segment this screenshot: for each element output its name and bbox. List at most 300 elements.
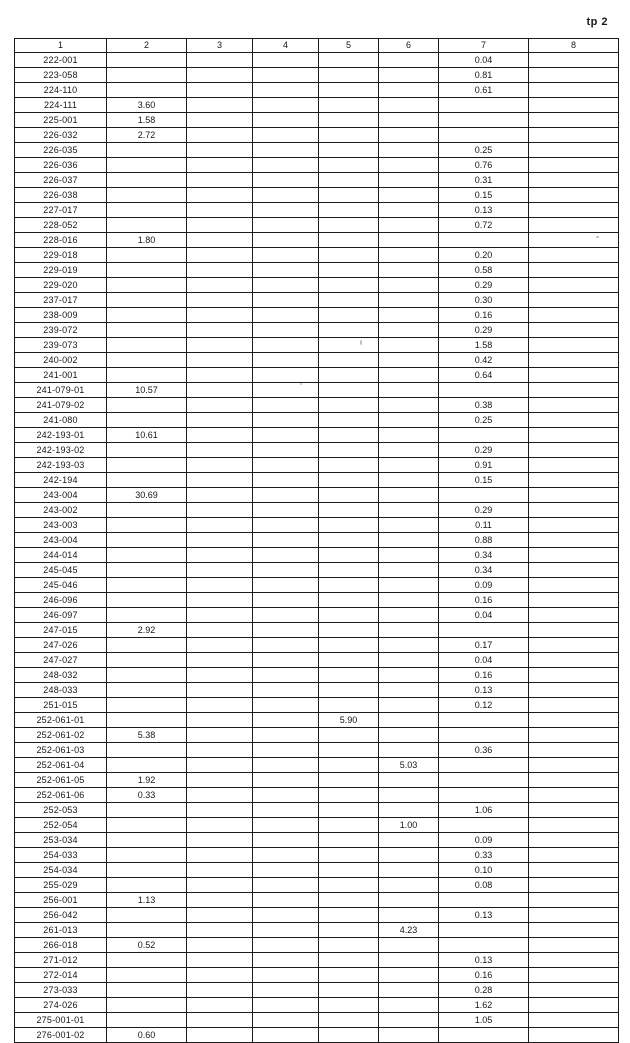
row-code-cell: 266-018 [15, 938, 107, 953]
table-cell [253, 398, 319, 413]
table-cell [253, 923, 319, 938]
table-row [15, 983, 619, 998]
table-cell [187, 1013, 253, 1028]
table-row [15, 248, 619, 263]
table-row [15, 683, 619, 698]
table-row [15, 743, 619, 758]
table-cell [529, 173, 619, 188]
table-cell [107, 998, 187, 1013]
table-cell [379, 668, 439, 683]
table-cell [529, 698, 619, 713]
row-code-cell: 253-034 [15, 833, 107, 848]
table-cell: 0.15 [439, 473, 529, 488]
row-code-cell: 272-014 [15, 968, 107, 983]
table-cell: 0.29 [439, 323, 529, 338]
table-cell [107, 68, 187, 83]
table-cell [107, 323, 187, 338]
table-cell [529, 998, 619, 1013]
table-cell [319, 368, 379, 383]
row-code-cell: 252-061-06 [15, 788, 107, 803]
table-cell [253, 188, 319, 203]
table-cell [107, 308, 187, 323]
table-row [15, 638, 619, 653]
row-code-cell: 243-002 [15, 503, 107, 518]
table-cell: 1.80 [107, 233, 187, 248]
table-cell [107, 263, 187, 278]
table-cell: 0.34 [439, 548, 529, 563]
table-cell [107, 188, 187, 203]
table-cell [107, 413, 187, 428]
table-cell [107, 818, 187, 833]
table-cell [253, 248, 319, 263]
table-cell: 0.20 [439, 248, 529, 263]
table-cell [439, 1028, 529, 1043]
scan-speck [596, 236, 599, 238]
table-cell: 10.57 [107, 383, 187, 398]
row-code-cell: 240-002 [15, 353, 107, 368]
table-cell [187, 683, 253, 698]
table-cell [187, 458, 253, 473]
table-cell [529, 443, 619, 458]
row-code-cell: 226-037 [15, 173, 107, 188]
table-cell [529, 848, 619, 863]
table-cell [187, 773, 253, 788]
table-row [15, 848, 619, 863]
table-cell [379, 398, 439, 413]
row-code-cell: 241-001 [15, 368, 107, 383]
table-cell [253, 323, 319, 338]
table-cell [253, 458, 319, 473]
table-cell [319, 233, 379, 248]
table-row [15, 383, 619, 398]
table-row [15, 173, 619, 188]
table-cell [319, 83, 379, 98]
table-cell [379, 638, 439, 653]
table-cell [379, 518, 439, 533]
table-cell [379, 938, 439, 953]
table-row [15, 53, 619, 68]
table-cell [529, 188, 619, 203]
table-cell [187, 143, 253, 158]
table-cell [107, 608, 187, 623]
table-cell [253, 368, 319, 383]
table-cell [187, 983, 253, 998]
table-row [15, 863, 619, 878]
row-code-cell: 271-012 [15, 953, 107, 968]
table-cell: 5.03 [379, 758, 439, 773]
table-cell [379, 278, 439, 293]
table-cell [253, 983, 319, 998]
table-cell: 0.29 [439, 503, 529, 518]
row-code-cell: 254-034 [15, 863, 107, 878]
table-cell [439, 128, 529, 143]
table-cell [379, 338, 439, 353]
table-row [15, 788, 619, 803]
table-row [15, 698, 619, 713]
table-cell [187, 128, 253, 143]
table-row [15, 158, 619, 173]
table-cell [187, 278, 253, 293]
table-cell [379, 308, 439, 323]
table-cell [319, 623, 379, 638]
table-cell [107, 983, 187, 998]
table-row [15, 803, 619, 818]
table-cell [319, 893, 379, 908]
table-cell [187, 533, 253, 548]
table-cell [319, 413, 379, 428]
table-cell [529, 773, 619, 788]
table-row [15, 68, 619, 83]
table-cell [187, 518, 253, 533]
row-code-cell: 243-004 [15, 488, 107, 503]
table-cell [529, 833, 619, 848]
row-code-cell: 222-001 [15, 53, 107, 68]
table-cell: 1.58 [107, 113, 187, 128]
table-row [15, 188, 619, 203]
row-code-cell: 239-072 [15, 323, 107, 338]
table-cell [319, 263, 379, 278]
table-cell [253, 308, 319, 323]
table-cell [253, 1013, 319, 1028]
table-cell [187, 68, 253, 83]
table-cell [107, 833, 187, 848]
column-header-5: 5 [319, 39, 379, 53]
table-cell [187, 488, 253, 503]
scan-speck [360, 340, 362, 345]
table-cell [379, 1028, 439, 1043]
table-cell [529, 953, 619, 968]
row-code-cell: 239-073 [15, 338, 107, 353]
table-cell: 5.90 [319, 713, 379, 728]
table-cell [529, 968, 619, 983]
table-cell [107, 953, 187, 968]
table-cell [253, 848, 319, 863]
table-row [15, 998, 619, 1013]
table-cell [187, 98, 253, 113]
row-code-cell: 242-193-01 [15, 428, 107, 443]
table-cell [319, 938, 379, 953]
table-row [15, 443, 619, 458]
row-code-cell: 228-052 [15, 218, 107, 233]
table-cell [187, 353, 253, 368]
table-row [15, 353, 619, 368]
table-cell [253, 623, 319, 638]
table-cell: 0.13 [439, 683, 529, 698]
table-cell [379, 158, 439, 173]
table-row [15, 518, 619, 533]
row-code-cell: 242-194 [15, 473, 107, 488]
table-cell [439, 758, 529, 773]
table-cell: 0.36 [439, 743, 529, 758]
table-cell [253, 353, 319, 368]
table-cell: 0.52 [107, 938, 187, 953]
table-cell [253, 803, 319, 818]
table-cell [319, 848, 379, 863]
table-cell [107, 1013, 187, 1028]
table-cell: 0.28 [439, 983, 529, 998]
table-cell [253, 383, 319, 398]
table-cell [253, 278, 319, 293]
table-cell [379, 443, 439, 458]
table-cell: 0.81 [439, 68, 529, 83]
table-cell [379, 908, 439, 923]
table-cell [187, 638, 253, 653]
table-cell [319, 1013, 379, 1028]
table-cell [319, 743, 379, 758]
table-cell [439, 233, 529, 248]
table-cell: 0.09 [439, 578, 529, 593]
row-code-cell: 248-033 [15, 683, 107, 698]
table-cell [253, 743, 319, 758]
table-row [15, 278, 619, 293]
table-cell [253, 578, 319, 593]
table-row [15, 368, 619, 383]
table-cell [253, 158, 319, 173]
table-cell [253, 293, 319, 308]
table-cell [529, 308, 619, 323]
table-cell [319, 98, 379, 113]
table-cell [319, 758, 379, 773]
row-code-cell: 255-029 [15, 878, 107, 893]
table-row [15, 1013, 619, 1028]
table-cell [187, 743, 253, 758]
table-cell: 10.61 [107, 428, 187, 443]
table-header-row [15, 39, 619, 53]
table-cell [319, 203, 379, 218]
table-cell [529, 488, 619, 503]
table-cell [529, 53, 619, 68]
table-cell [107, 443, 187, 458]
table-cell [107, 293, 187, 308]
table-row [15, 893, 619, 908]
table-cell [187, 758, 253, 773]
table-cell [107, 638, 187, 653]
table-cell [253, 233, 319, 248]
table-cell [187, 968, 253, 983]
table-cell [253, 713, 319, 728]
table-cell [187, 188, 253, 203]
table-cell: 0.33 [107, 788, 187, 803]
table-cell [253, 953, 319, 968]
table-cell [379, 293, 439, 308]
column-header-2: 2 [107, 39, 187, 53]
table-cell [187, 158, 253, 173]
table-cell [379, 653, 439, 668]
table-cell [319, 563, 379, 578]
table-cell [529, 1013, 619, 1028]
table-cell [187, 248, 253, 263]
table-cell [319, 638, 379, 653]
table-cell [529, 578, 619, 593]
row-code-cell: 224-110 [15, 83, 107, 98]
table-cell [319, 593, 379, 608]
table-cell [529, 263, 619, 278]
table-row [15, 818, 619, 833]
table-cell: 0.13 [439, 203, 529, 218]
table-cell [107, 803, 187, 818]
table-cell [187, 563, 253, 578]
table-cell [253, 608, 319, 623]
table-cell [529, 653, 619, 668]
table-cell [187, 953, 253, 968]
table-row [15, 608, 619, 623]
table-cell [187, 53, 253, 68]
table-row [15, 458, 619, 473]
table-cell: 3.60 [107, 98, 187, 113]
table-row [15, 338, 619, 353]
table-cell [253, 593, 319, 608]
table-row [15, 218, 619, 233]
table-row [15, 98, 619, 113]
table-body [15, 53, 619, 1043]
table-cell: 0.29 [439, 443, 529, 458]
table-cell [253, 893, 319, 908]
table-cell [379, 143, 439, 158]
table-cell [529, 398, 619, 413]
table-cell [187, 203, 253, 218]
table-cell [187, 443, 253, 458]
table-cell [529, 548, 619, 563]
table-cell [107, 563, 187, 578]
table-cell [529, 788, 619, 803]
row-code-cell: 252-053 [15, 803, 107, 818]
table-cell [439, 98, 529, 113]
table-cell [379, 128, 439, 143]
table-cell [187, 608, 253, 623]
table-cell [319, 998, 379, 1013]
table-cell [319, 668, 379, 683]
table-cell [107, 668, 187, 683]
data-table [14, 38, 619, 1043]
table-cell [319, 953, 379, 968]
table-cell [107, 578, 187, 593]
table-row [15, 578, 619, 593]
table-cell: 0.16 [439, 968, 529, 983]
table-cell [187, 893, 253, 908]
table-row [15, 533, 619, 548]
table-cell [319, 68, 379, 83]
table-cell [529, 413, 619, 428]
table-cell [379, 428, 439, 443]
row-code-cell: 247-026 [15, 638, 107, 653]
table-row [15, 128, 619, 143]
table-cell [529, 233, 619, 248]
table-cell [253, 203, 319, 218]
page-label: tp 2 [586, 16, 608, 28]
table-row [15, 233, 619, 248]
table-cell [253, 143, 319, 158]
table-row [15, 923, 619, 938]
table-cell [187, 668, 253, 683]
row-code-cell: 237-017 [15, 293, 107, 308]
table-row [15, 1028, 619, 1043]
table-cell [379, 788, 439, 803]
table-cell [107, 203, 187, 218]
table-cell [107, 338, 187, 353]
row-code-cell: 228-016 [15, 233, 107, 248]
table-row [15, 548, 619, 563]
table-cell [319, 158, 379, 173]
table-row [15, 83, 619, 98]
table-cell [319, 683, 379, 698]
table-cell [253, 878, 319, 893]
table-cell [187, 503, 253, 518]
table-cell [439, 893, 529, 908]
row-code-cell: 225-001 [15, 113, 107, 128]
table-cell [529, 728, 619, 743]
table-cell [253, 728, 319, 743]
table-cell [529, 893, 619, 908]
table-cell [107, 593, 187, 608]
table-cell: 0.16 [439, 593, 529, 608]
row-code-cell: 226-038 [15, 188, 107, 203]
table-cell [439, 713, 529, 728]
row-code-cell: 229-020 [15, 278, 107, 293]
table-cell [379, 683, 439, 698]
row-code-cell: 246-096 [15, 593, 107, 608]
table-cell [439, 818, 529, 833]
table-cell [319, 278, 379, 293]
table-cell [319, 983, 379, 998]
table-cell [439, 623, 529, 638]
table-cell [379, 968, 439, 983]
table-cell [253, 668, 319, 683]
table-cell: 0.25 [439, 413, 529, 428]
table-cell [319, 428, 379, 443]
column-header-3: 3 [187, 39, 253, 53]
table-cell [187, 338, 253, 353]
scan-speck [300, 383, 302, 385]
table-cell: 0.58 [439, 263, 529, 278]
table-cell [319, 218, 379, 233]
table-cell [529, 278, 619, 293]
table-row [15, 758, 619, 773]
table-cell [529, 878, 619, 893]
table-cell [529, 713, 619, 728]
table-cell [253, 638, 319, 653]
table-row [15, 263, 619, 278]
column-header-4: 4 [253, 39, 319, 53]
table-cell [379, 383, 439, 398]
table-cell [107, 278, 187, 293]
table-cell [379, 563, 439, 578]
row-code-cell: 252-054 [15, 818, 107, 833]
table-row [15, 503, 619, 518]
table-row [15, 398, 619, 413]
table-cell: 1.92 [107, 773, 187, 788]
table-cell: 0.04 [439, 53, 529, 68]
table-cell [529, 368, 619, 383]
table-cell: 0.60 [107, 1028, 187, 1043]
table-cell [187, 548, 253, 563]
table-cell [319, 308, 379, 323]
row-code-cell: 252-061-02 [15, 728, 107, 743]
row-code-cell: 242-193-03 [15, 458, 107, 473]
row-code-cell: 252-061-03 [15, 743, 107, 758]
table-cell [187, 833, 253, 848]
table-cell [379, 728, 439, 743]
table-cell [439, 428, 529, 443]
row-code-cell: 256-042 [15, 908, 107, 923]
table-cell [187, 788, 253, 803]
table-row [15, 668, 619, 683]
table-cell [379, 98, 439, 113]
table-cell: 1.62 [439, 998, 529, 1013]
table-cell: 0.91 [439, 458, 529, 473]
table-cell [253, 98, 319, 113]
table-cell [529, 758, 619, 773]
table-cell [379, 488, 439, 503]
